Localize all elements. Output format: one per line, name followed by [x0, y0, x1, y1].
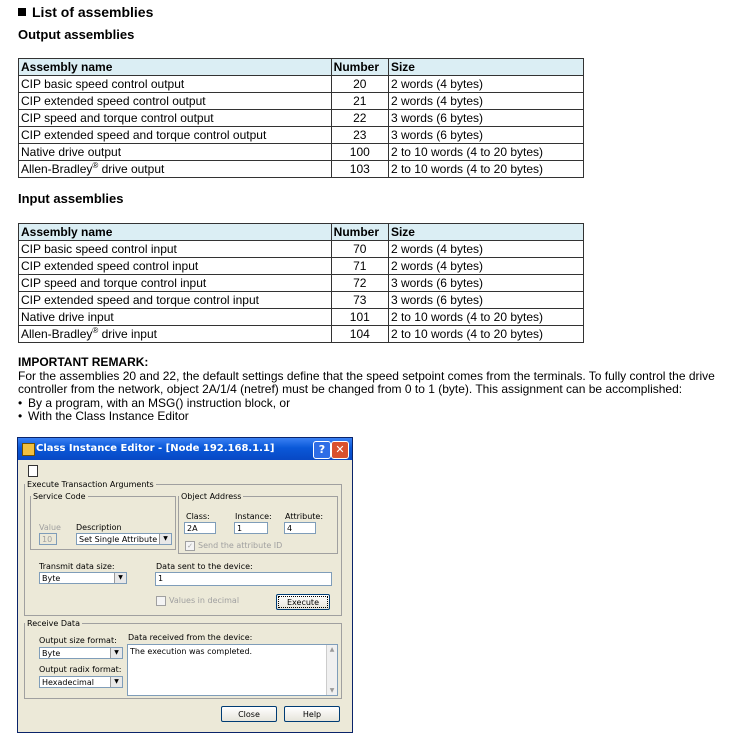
header-number: Number [331, 224, 388, 241]
input-assemblies-title: Input assemblies [18, 191, 124, 206]
remark-bullet: • With the Class Instance Editor [18, 410, 730, 424]
execute-button[interactable]: Execute [276, 594, 330, 610]
chevron-down-icon[interactable]: ▼ [110, 648, 122, 658]
assembly-size: 2 words (4 bytes) [388, 258, 583, 275]
assembly-name: CIP extended speed control input [19, 258, 332, 275]
send-attribute-checkbox[interactable]: ✓ [185, 541, 195, 551]
assembly-size: 2 to 10 words (4 to 20 bytes) [388, 309, 583, 326]
instance-label: Instance: [235, 512, 272, 521]
chevron-down-icon[interactable]: ▼ [114, 573, 126, 583]
assembly-name: CIP extended speed and torque control input [19, 292, 332, 309]
value-field[interactable]: 10 [39, 533, 57, 545]
data-sent-label: Data sent to the device: [156, 562, 253, 571]
table-row [19, 161, 584, 178]
receive-data-group: Receive Data [24, 619, 342, 699]
assembly-name: Allen-Bradley® drive input [19, 326, 332, 343]
header-assembly-name: Assembly name [19, 59, 332, 76]
output-size-select[interactable]: Byte ▼ [39, 647, 123, 659]
table-row [19, 127, 584, 144]
assembly-number: 101 [331, 309, 388, 326]
assembly-name: CIP basic speed control output [19, 76, 332, 93]
assembly-size: 2 words (4 bytes) [388, 241, 583, 258]
assembly-number: 21 [331, 93, 388, 110]
assembly-name: Native drive input [19, 309, 332, 326]
object-address-group: Object Address [178, 492, 338, 554]
assembly-size: 2 to 10 words (4 to 20 bytes) [388, 144, 583, 161]
chevron-down-icon[interactable]: ▼ [110, 677, 122, 687]
class-label: Class: [186, 512, 210, 521]
assembly-number: 22 [331, 110, 388, 127]
transmit-size-label: Transmit data size: [39, 562, 115, 571]
assembly-name: Native drive output [19, 144, 332, 161]
output-radix-select[interactable]: Hexadecimal ▼ [39, 676, 123, 688]
assembly-name: Allen-Bradley® drive output [19, 161, 332, 178]
assembly-size: 2 to 10 words (4 to 20 bytes) [388, 161, 583, 178]
header-size: Size [388, 59, 583, 76]
close-button[interactable]: Close [221, 706, 277, 722]
page-heading: List of assemblies [18, 4, 153, 20]
assembly-name: CIP speed and torque control output [19, 110, 332, 127]
chevron-down-icon[interactable]: ▼ [159, 534, 171, 544]
assembly-number: 71 [331, 258, 388, 275]
assembly-size: 3 words (6 bytes) [388, 275, 583, 292]
important-remark [18, 356, 730, 424]
output-size-label: Output size format: [39, 636, 117, 645]
table-row [19, 241, 584, 258]
remark-title: IMPORTANT REMARK: [18, 355, 149, 369]
assembly-size: 3 words (6 bytes) [388, 292, 583, 309]
scroll-up-icon[interactable]: ▲ [329, 646, 335, 653]
values-decimal-checkbox[interactable] [156, 596, 166, 606]
table-row [19, 292, 584, 309]
send-attribute-label: Send the attribute ID [198, 541, 283, 550]
output-assemblies-table [18, 58, 584, 178]
table-row [19, 326, 584, 343]
attribute-field[interactable]: 4 [284, 522, 316, 534]
title-close-button[interactable]: ✕ [331, 441, 349, 459]
scrollbar[interactable] [326, 645, 337, 695]
header-assembly-name: Assembly name [19, 224, 332, 241]
service-code-group: Service Code [30, 492, 176, 550]
assembly-size: 2 to 10 words (4 to 20 bytes) [388, 326, 583, 343]
description-label: Description [76, 523, 122, 532]
remark-body: For the assemblies 20 and 22, the default settings define that the speed setpoint comes from the terminals. To fully control the drive controller from the network, object 2A/1/4 (netref) must be changed from 0 to 1 (byte). This assignment can be accomplished: [18, 368, 715, 396]
value-label: Value [39, 523, 61, 532]
table-row [19, 76, 584, 93]
assembly-number: 100 [331, 144, 388, 161]
class-field[interactable]: 2A [184, 522, 216, 534]
data-sent-field[interactable]: 1 [155, 572, 332, 586]
dialog-title-bar[interactable] [18, 438, 352, 460]
description-select[interactable]: Set Single Attribute ▼ [76, 533, 172, 545]
app-icon [22, 443, 35, 456]
remark-bullet: • By a program, with an MSG() instruction block, or [18, 397, 730, 411]
assembly-name: CIP speed and torque control input [19, 275, 332, 292]
assembly-name: CIP basic speed control input [19, 241, 332, 258]
input-assemblies-table [18, 223, 584, 343]
execute-transaction-group: Execute Transaction Arguments [24, 480, 342, 616]
class-instance-editor-dialog [17, 437, 353, 733]
assembly-number: 73 [331, 292, 388, 309]
output-radix-label: Output radix format: [39, 665, 122, 674]
output-assemblies-title: Output assemblies [18, 27, 135, 42]
table-row [19, 93, 584, 110]
assembly-size: 2 words (4 bytes) [388, 76, 583, 93]
assembly-size: 2 words (4 bytes) [388, 93, 583, 110]
header-number: Number [331, 59, 388, 76]
assembly-number: 104 [331, 326, 388, 343]
assembly-number: 20 [331, 76, 388, 93]
table-row [19, 144, 584, 161]
assembly-number: 23 [331, 127, 388, 144]
attribute-label: Attribute: [285, 512, 324, 521]
values-decimal-label: Values in decimal [169, 596, 240, 605]
data-received-area[interactable]: The execution was completed. ▲ ▼ [127, 644, 338, 696]
assembly-number: 103 [331, 161, 388, 178]
square-bullet-icon [18, 8, 26, 16]
title-help-button[interactable]: ? [313, 441, 331, 459]
assembly-number: 70 [331, 241, 388, 258]
table-header-row [19, 224, 584, 241]
data-received-label: Data received from the device: [128, 633, 253, 642]
assembly-number: 72 [331, 275, 388, 292]
help-button[interactable]: Help [284, 706, 340, 722]
transmit-size-select[interactable]: Byte ▼ [39, 572, 127, 584]
header-size: Size [388, 224, 583, 241]
table-row [19, 110, 584, 127]
instance-field[interactable]: 1 [234, 522, 268, 534]
document-icon[interactable] [28, 465, 38, 477]
dialog-title: Class Instance Editor - [Node 192.168.1.1] [36, 443, 275, 454]
table-row [19, 258, 584, 275]
table-header-row [19, 59, 584, 76]
table-row [19, 275, 584, 292]
assembly-name: CIP extended speed and torque control output [19, 127, 332, 144]
assembly-name: CIP extended speed control output [19, 93, 332, 110]
table-row [19, 309, 584, 326]
assembly-size: 3 words (6 bytes) [388, 127, 583, 144]
scroll-down-icon[interactable]: ▼ [329, 687, 335, 694]
assembly-size: 3 words (6 bytes) [388, 110, 583, 127]
